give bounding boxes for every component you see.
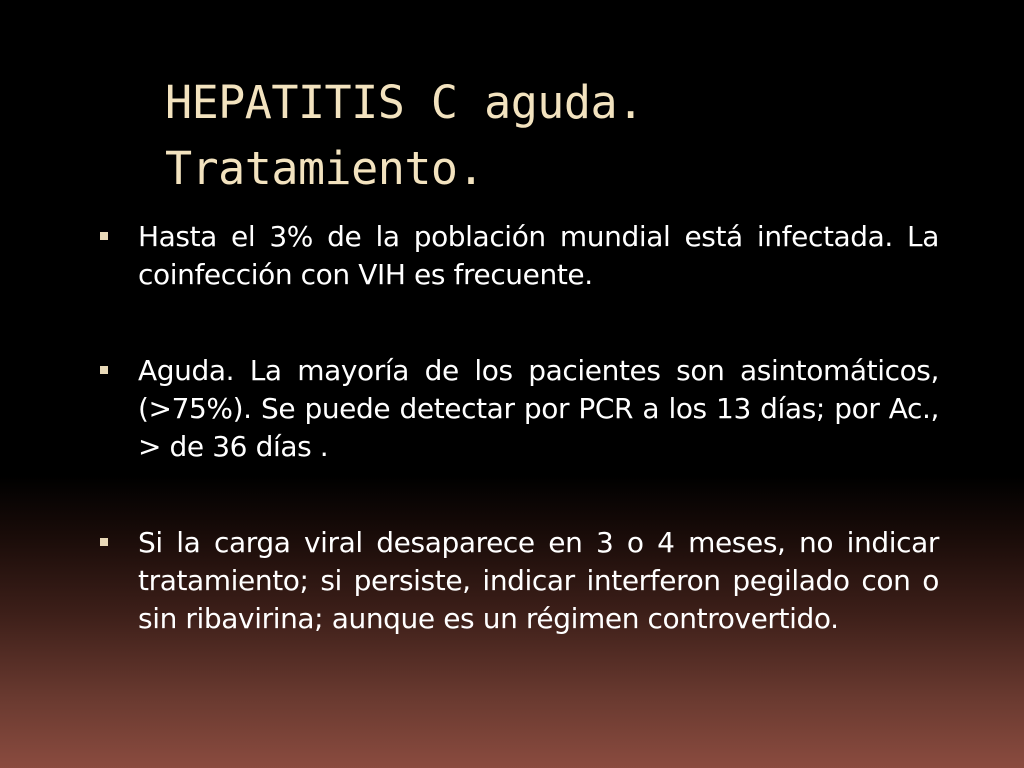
square-bullet-icon — [100, 538, 108, 546]
square-bullet-icon — [100, 366, 108, 374]
bullet-text-1: Hasta el 3% de la población mundial está infectada. La coinfección con VIH es frecuente. — [138, 220, 939, 291]
bullet-text-3: Si la carga viral desaparece en 3 o 4 meses, no indicar tratamiento; si persiste, indicar interferon pegilado con o sin ribavirina; aunque es un régimen controvertido. — [138, 526, 939, 635]
bullet-item-1 — [98, 218, 939, 294]
slide-title-line-2: Tratamiento. — [165, 142, 485, 195]
bullet-list — [98, 218, 939, 696]
bullet-item-3 — [98, 524, 939, 638]
square-bullet-icon — [100, 232, 108, 240]
slide-title — [165, 70, 945, 202]
slide-title-line-1: HEPATITIS C aguda. — [165, 76, 644, 129]
bullet-text-2: Aguda. La mayoría de los pacientes son asintomáticos, (>75%). Se puede detectar por PCR a los 13 días; por Ac., > de 36 días . — [138, 354, 939, 463]
bullet-item-2 — [98, 352, 939, 466]
